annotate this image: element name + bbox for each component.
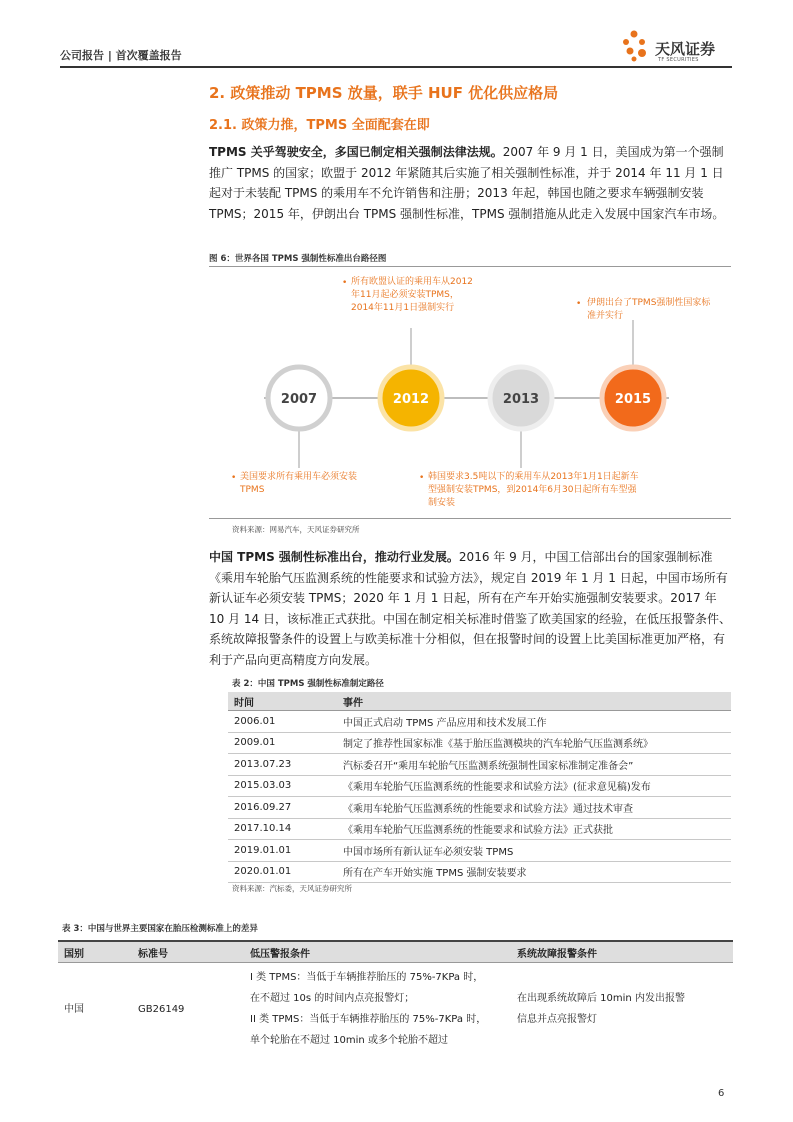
- row-event: 《乘用车轮胎气压监测系统的性能要求和试验方法》通过技术审查: [337, 797, 731, 819]
- bullet-2007: •: [231, 473, 237, 483]
- row-event: 制定了推荐性国家标准《基于胎压监测模块的汽车轮胎气压监测系统》: [337, 732, 731, 754]
- year-label-2013: 2013: [502, 392, 540, 407]
- bullet-2012: •: [342, 278, 348, 288]
- cell-low-pressure: [244, 963, 511, 1056]
- cell-fault: [511, 963, 733, 1056]
- year-label-2015: 2015: [614, 392, 652, 407]
- row-date: 2015.03.03: [228, 775, 337, 797]
- header-rule: [60, 66, 732, 68]
- row-event: 所有在产车开始实施 TPMS 强制安装要求: [337, 861, 731, 883]
- bullet-2013: •: [419, 473, 425, 483]
- report-type-header: 公司报告 | 首次覆盖报告: [60, 49, 182, 62]
- table-2: [228, 692, 731, 883]
- row-event: 中国市场所有新认证车必须安装 TPMS: [337, 840, 731, 862]
- table-row: [228, 840, 731, 862]
- table-row: [228, 818, 731, 840]
- table-3-header-low-pressure: 低压警报条件: [244, 941, 511, 963]
- logo-subtext: TF SECURITIES: [658, 57, 699, 63]
- table-row: [228, 732, 731, 754]
- row-date: 2013.07.23: [228, 754, 337, 776]
- paragraph-intro: [209, 142, 731, 224]
- cell-standard: GB26149: [138, 1003, 185, 1015]
- table-3-header-row: [58, 941, 733, 963]
- row-date: 2017.10.14: [228, 818, 337, 840]
- row-date: 2019.01.01: [228, 840, 337, 862]
- row-date: 2020.01.01: [228, 861, 337, 883]
- section-heading: 2. 政策推动 TPMS 放量，联手 HUF 优化供应格局: [209, 84, 559, 102]
- table-row: [228, 754, 731, 776]
- table-row: [228, 861, 731, 883]
- table-row: [228, 711, 731, 733]
- table-2-header-time: 时间: [228, 692, 337, 711]
- paragraph-china-body: 2016 年 9 月，中国工信部出台的国家强制标准《乘用车轮胎气压监测系统的性能要求和试验方法》，规定自 2019 年 1 月 1 日起，中国市场所有新认证车必须安装 TPMS；2020 年 1 月 1 日起，所有在产车开始实施强制安装要求。2017 年 10 月 14 日，该标准正式获批。中国在制定相关标准时借鉴了欧美国家的经验，在低压报警条件、系统故障报警条件的设置上与欧美标准十分相似，但在报警时间的设置上比美国标准更加严格，有利于产品向更高精度方向发展。: [209, 550, 731, 667]
- paragraph-intro-body: 2007 年 9 月 1 日，美国成为第一个强制推广 TPMS 的国家；欧盟于 2012 年紧随其后实施了相关强制性标准，并于 2014 年 11 月 1 日起对于未装配 TPMS 的乘用车不允许销售和注册；2013 年起，韩国也随之要求车辆强制安装 TPMS；2015 年，伊朗出台 TPMS 强制性标准，TPMS 强制措施从此走入发展中国家汽车市场。: [209, 145, 725, 221]
- row-event: 《乘用车轮胎气压监测系统的性能要求和试验方法》(征求意见稿)发布: [337, 775, 731, 797]
- paragraph-china-lead: 中国 TPMS 强制性标准出台，推动行业发展。: [209, 550, 459, 564]
- table-row: [228, 797, 731, 819]
- table-2-source: 资料来源：汽标委，天风证券研究所: [232, 884, 352, 893]
- year-label-2012: 2012: [392, 392, 430, 407]
- figure-top-rule: [209, 266, 731, 267]
- fault-line: 信息并点亮报警灯: [517, 1014, 597, 1025]
- low-pressure-line: I 类 TPMS：当低于车辆推荐胎压的 75%-7KPa 时，: [250, 972, 484, 983]
- row-event: 《乘用车轮胎气压监测系统的性能要求和试验方法》正式获批: [337, 818, 731, 840]
- figure-bottom-rule: [209, 518, 731, 519]
- note-2012: 所有欧盟认证的乘用车从2012年11月起必须安装TPMS，2014年11月1日强制实行: [351, 277, 473, 313]
- table-3-title: 表 3：中国与世界主要国家在胎压检测标准上的差异: [62, 924, 258, 934]
- fault-line: 在出现系统故障后 10min 内发出报警: [517, 993, 685, 1004]
- table-2-header-row: [228, 692, 731, 711]
- figure-6-source: 资料来源：网易汽车，天风证券研究所: [232, 525, 360, 534]
- row-event: 中国正式启动 TPMS 产品应用和技术发展工作: [337, 711, 731, 733]
- table-3-header-country: 国别: [58, 941, 132, 963]
- paragraph-china: [209, 547, 731, 671]
- cell-country: 中国: [64, 1003, 84, 1015]
- row-event: 汽标委召开“乘用车轮胎气压监测系统强制性国家标准制定准备会”: [337, 754, 731, 776]
- table-3-header-fault: 系统故障报警条件: [511, 941, 733, 963]
- bullet-2015: •: [576, 299, 582, 309]
- tf-logo-icon: [620, 28, 654, 64]
- table-3: [58, 940, 733, 1055]
- row-date: 2006.01: [228, 711, 337, 733]
- paragraph-intro-lead: TPMS 关乎驾驶安全，多国已制定相关强制法律法规。: [209, 145, 503, 159]
- table-row: [228, 775, 731, 797]
- row-date: 2009.01: [228, 732, 337, 754]
- table-3-header-standard: 标准号: [132, 941, 244, 963]
- low-pressure-line: II 类 TPMS：当低于车辆推荐胎压的 75%-7KPa 时，: [250, 1014, 487, 1025]
- figure-6-title: 图 6：世界各国 TPMS 强制性标准出台路径图: [209, 254, 387, 264]
- row-date: 2016.09.27: [228, 797, 337, 819]
- low-pressure-line: 在不超过 10s 的时间内点亮报警灯；: [250, 993, 415, 1004]
- page-number: 6: [718, 1088, 725, 1099]
- year-label-2007: 2007: [280, 392, 318, 407]
- subsection-heading: 2.1. 政策力推，TPMS 全面配套在即: [209, 118, 430, 133]
- note-2015: 伊朗出台了TPMS强制性国家标准并实行: [587, 298, 711, 321]
- logo-text: 天风证券: [655, 40, 716, 58]
- note-2007: 美国要求所有乘用车必须安装TPMS: [240, 472, 358, 495]
- low-pressure-line: 单个轮胎在不超过 10min 或多个轮胎不超过: [250, 1035, 448, 1046]
- note-2013: 韩国要求3.5吨以下的乘用车从2013年1月1日起新车型强制安装TPMS，到2014年6月30日起所有车型强制安装: [428, 472, 639, 508]
- table-row: [58, 963, 733, 1056]
- table-2-header-event: 事件: [337, 692, 731, 711]
- table-2-title: 表 2：中国 TPMS 强制性标准制定路径: [232, 679, 384, 689]
